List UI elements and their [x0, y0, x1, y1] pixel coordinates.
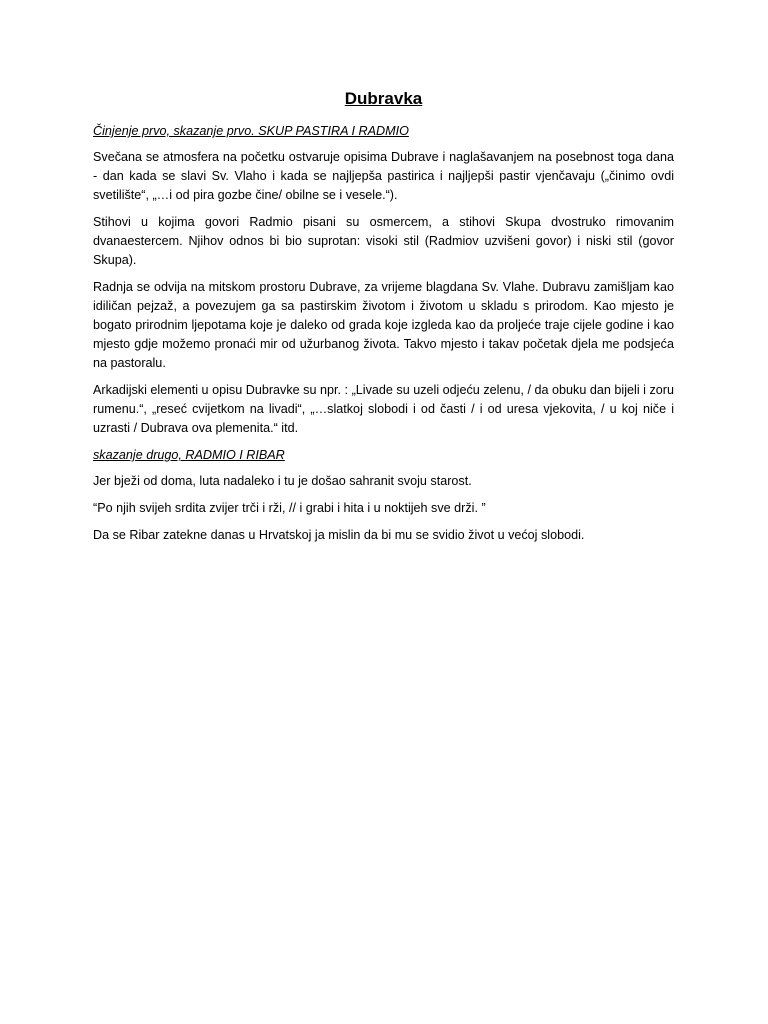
paragraph: Stihovi u kojima govori Radmio pisani su osmercem, a stihovi Skupa dvostruko rimovanim dvanaestercem. Njihov odnos bi bio suprotan: visoki stil (Radmiov uzvišeni govor) i niski stil (govor Skupa). [93, 215, 674, 267]
paragraph: Da se Ribar zatekne danas u Hrvatskoj ja mislin da bi mu se svidio život u većoj slobodi. [93, 528, 585, 542]
document-title: Dubravka [344, 89, 423, 108]
section-heading-1: Činjenje prvo, skazanje prvo. SKUP PASTIRA I RADMIO [93, 124, 409, 138]
section-heading-2: skazanje drugo, RADMIO I RIBAR [93, 448, 285, 462]
paragraph: Svečana se atmosfera na početku ostvaruje opisima Dubrave i naglašavanjem na posebnost toga dana - dan kada se slavi Sv. Vlaho i kada se najljepša pastirica i najljepši pastir vjenčavaju („činimo ovdi svetilište“, „…i od pira gozbe čine/ obilne se i vesele.“). [93, 150, 674, 202]
document-page [93, 88, 674, 553]
paragraph: Arkadijski elementi u opisu Dubravke su npr. : „Livade su uzeli odjeću zelenu, / da obuku dan bijeli i zoru rumenu.“, „reseć cvijetkom na livadi“, „…slatkoj slobodi i od časti / i od uresa vjekovita, / u koj niče i uzrasti / Dubrava ova plemenita.“ itd. [93, 383, 674, 435]
paragraph: Jer bježi od doma, luta nadaleko i tu je došao sahranit svoju starost. [93, 474, 472, 488]
paragraph: “Po njih svijeh srdita zvijer trči i rži, // i grabi i hita i u noktijeh sve drži. ” [93, 501, 486, 515]
paragraph: Radnja se odvija na mitskom prostoru Dubrave, za vrijeme blagdana Sv. Vlahe. Dubravu zamišljam kao idiličan pejzaž, a povezujem ga sa pastirskim životom i životom u skladu s prirodom. Kao mjesto je bogato prirodnim ljepotama koje je daleko od grada koje izgleda kao da proljeće traje cijele godine i kao mjesto gdje možemo pronaći mir od užurbanog života. Takvo mjesto i takav početak djela me podsjeća na pastoralu. [93, 280, 674, 370]
